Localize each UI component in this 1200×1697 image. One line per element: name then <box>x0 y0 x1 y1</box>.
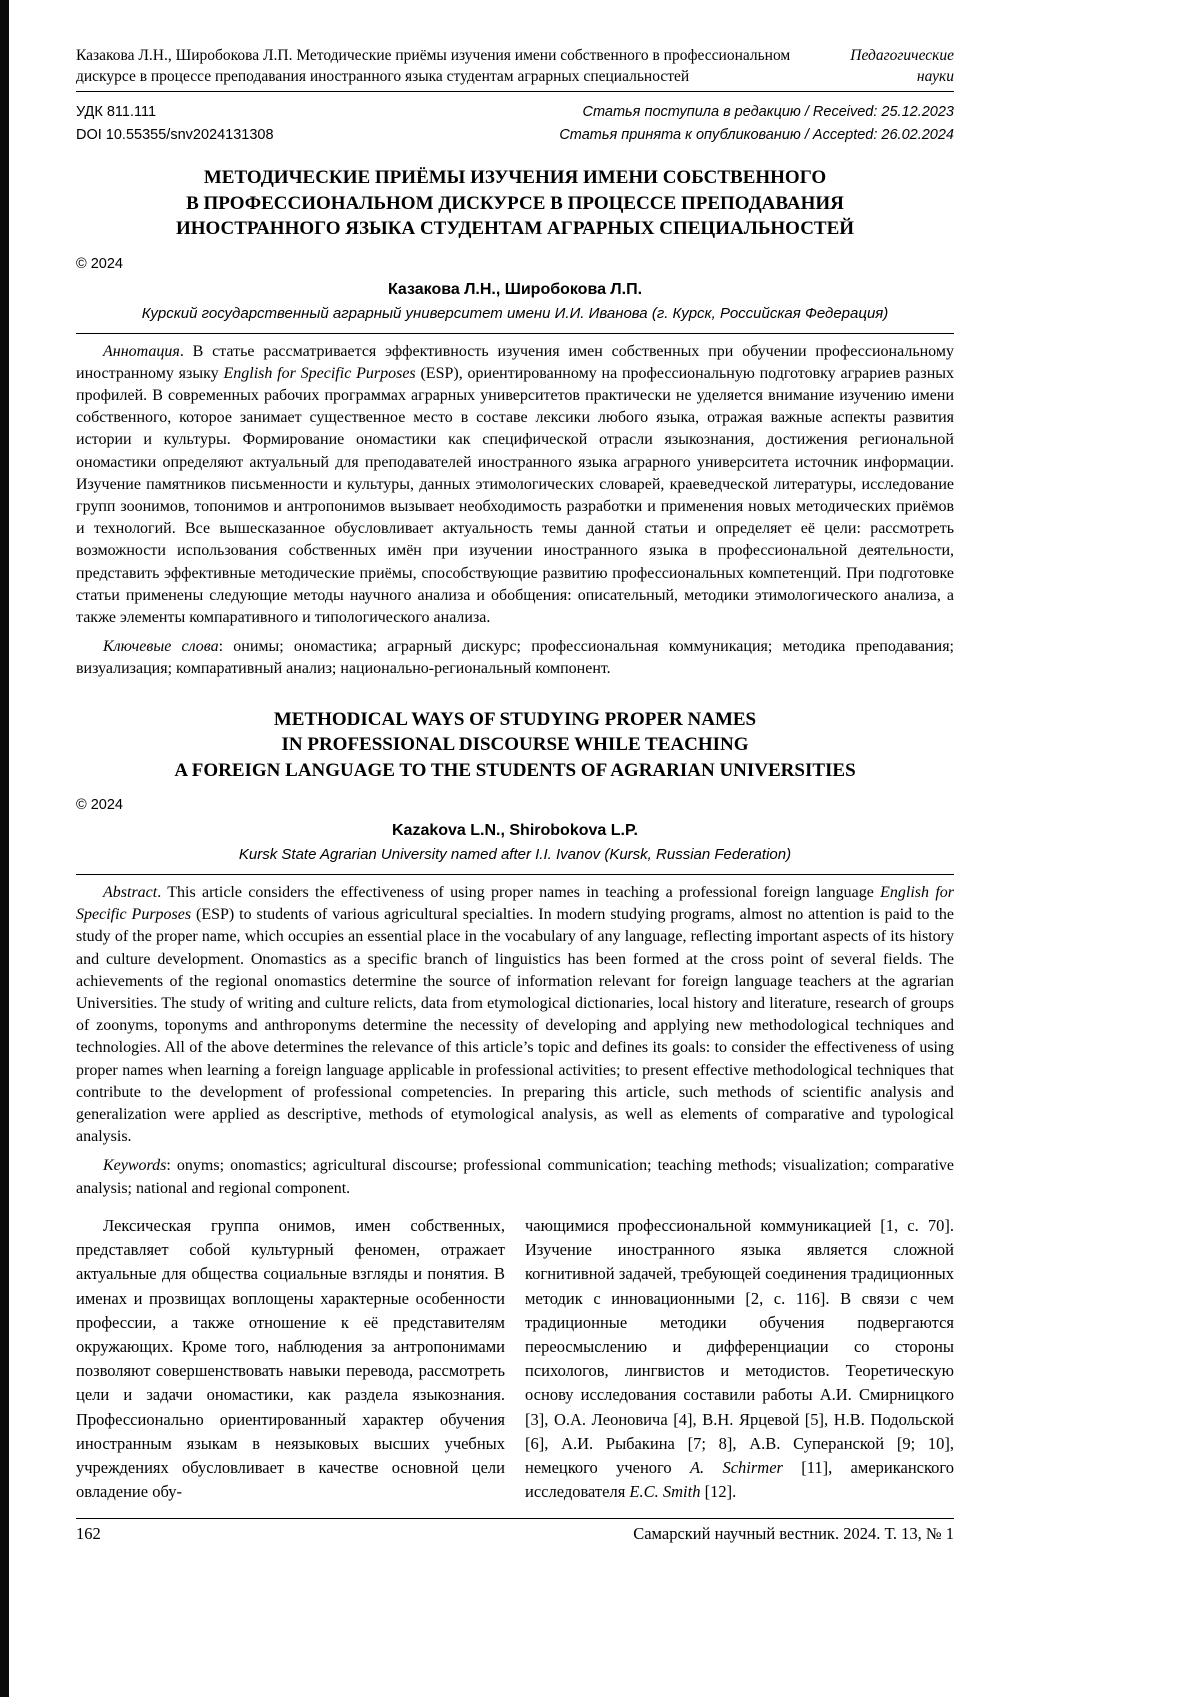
article-title-ru <box>76 165 954 242</box>
body-right-text1: чающимися профессиональной коммуникацией [1, с. 70]. Изучение иностранного языка является сложной когнитивной задачей, требующей соединения традиционных методик с инновационными [2, с. 116]. В связи с чем традиционные методики обучения подвергаются переосмыслению и дифференциации со стороны психологов, лингвистов и методистов. Теоретическую основу исследования составили работы А.И. Смирницкого [3], О.А. Леоновича [4], В.Н. Ярцевой [5], Н.В. Подольской [6], А.И. Рыбакина [7; 8], А.В. Суперанской [9; 10], немецкого ученого <box>525 1215 954 1477</box>
body-right-text3: [12]. <box>700 1482 737 1502</box>
abstract-en-text2: (ESP) to students of various agricultural specialties. In modern studying programs, almost no attention is paid to the study of the proper name, which occupies an essential place in the vocabulary of any language, reflecting important aspects of its history and culture development. Onomastics as a specific branch of linguistics has been formed at the cross point of several fields. The achievements of the regional onomastics determine the source of information relevant for foreign language teachers at the agrarian Universities. The study of writing and culture relicts, data from etymological dictionaries, local history and literature, research of groups of zoonyms, toponyms and anthroponyms determine the necessity of developing and applying new methodological techniques and technologies. All of the above determines the relevance of this article’s topic and defines its goals: to consider the effectiveness of using proper names when learning a foreign language applicable in professional activities; to present effective methodological techniques that contribute to the development of professional competencies. In preparing this article, such methods of scientific analysis and generalization were applied as descriptive, methods of etymological analysis, as well as elements of comparative and typological analysis. <box>76 906 954 1146</box>
running-head-article <box>76 46 794 87</box>
body-right-italic-schirmer: A. Schirmer <box>689 1457 783 1477</box>
article-ids <box>76 101 274 147</box>
keywords-en-label: Keywords <box>103 1157 167 1175</box>
scan-edge-stripe <box>0 0 9 1697</box>
page-content <box>76 46 954 1504</box>
page-footer <box>76 1518 954 1544</box>
affiliation-ru: Курский государственный аграрный университет имени И.И. Иванова (г. Курск, Российская Федерация) <box>141 304 889 322</box>
title-en-line3: A FOREIGN LANGUAGE TO THE STUDENTS OF AGRARIAN UNIVERSITIES <box>174 759 856 781</box>
received-date: Статья поступила в редакцию / Received: 25.12.2023 <box>582 104 954 120</box>
body-right-text2: [11], американского исследователя <box>525 1457 955 1502</box>
abstract-ru-italic-term: English for Specific Purposes <box>223 364 416 382</box>
section-name-line2: науки <box>916 67 954 85</box>
abstract-en-italic-term: English for Specific Purposes <box>76 884 955 924</box>
abstract-en-label: Abstract <box>103 884 158 902</box>
doi-code: DOI 10.55355/snv2024131308 <box>76 127 274 143</box>
article-title-en <box>76 707 954 784</box>
abstract-ru-text1: . В статье рассматривается эффективность изучения имен собственных при обучении профессиональному иностранному языку <box>76 342 954 382</box>
section-name-line1: Педагогические <box>850 47 954 64</box>
keywords-ru <box>76 636 954 680</box>
header-divider <box>76 91 954 92</box>
authors-ru: Казакова Л.Н., Широбокова Л.П. <box>387 280 643 298</box>
abstract-ru-label: Аннотация <box>103 342 180 360</box>
copyright-en: © 2024 <box>76 797 123 814</box>
abstract-ru <box>76 341 954 630</box>
abstract-en <box>76 882 954 1148</box>
keywords-ru-text: : онимы; ономастика; аграрный дискурс; профессиональная коммуникация; методика преподавания; визуализация; компаративный анализ; национально-региональный компонент. <box>76 638 954 678</box>
keywords-en-text: : onyms; onomastics; agricultural discourse; professional communication; teaching methods; visualization; comparative analysis; national and regional component. <box>76 1157 954 1197</box>
running-head-line2: дискурсе в процессе преподавания иностранного языка студентам аграрных специальностей <box>76 67 690 85</box>
abstract-en-text1: . This article considers the effectiveness of using proper names in teaching a professional foreign language <box>157 884 881 902</box>
body-paragraph-left: Лексическая группа онимов, имен собственных, представляет собой культурный феномен, отражает актуальные для общества социальные взгляды и понятия. В именах и прозвищах воплощены характерные особенности профессии, а также отношение к её представителям окружающих. Кроме того, наблюдения за антропонимами позволяют совершенствовать навыки перевода, рассмотреть цели и задачи ономастики, как раздела языкознания. Профессионально ориентированный характер обучения иностранным языкам в неязыковых высших учебных учреждениях обусловливает в качестве основной цели овладение обу- <box>76 1215 505 1502</box>
running-head-line1: Казакова Л.Н., Широбокова Л.П. Методические приёмы изучения имени собственного в профессиональном <box>76 47 791 64</box>
title-ru-line1: МЕТОДИЧЕСКИЕ ПРИЁМЫ ИЗУЧЕНИЯ ИМЕНИ СОБСТВЕННОГО <box>203 167 827 188</box>
body-column-left <box>76 1214 505 1504</box>
article-dates <box>559 101 954 147</box>
running-head-section <box>850 46 954 87</box>
accepted-date: Статья принята к опубликованию / Accepted: 26.02.2024 <box>559 127 954 143</box>
body-column-right <box>525 1214 954 1504</box>
abstract-divider-en <box>76 874 954 875</box>
page-number: 162 <box>76 1524 101 1543</box>
abstract-divider-ru <box>76 333 954 334</box>
title-ru-line2: В ПРОФЕССИОНАЛЬНОМ ДИСКУРСЕ В ПРОЦЕССЕ ПРЕПОДАВАНИЯ <box>186 192 844 214</box>
journal-reference: Самарский научный вестник. 2024. Т. 13, № 1 <box>633 1524 954 1543</box>
body-columns <box>76 1214 954 1504</box>
abstract-ru-text2: (ESP), ориентированному на профессиональную подготовку аграриев разных профилей. В современных рабочих программах аграрных университетов практически не уделяется внимание изучению имени собственного, которое занимает существенное место в составе лексики любого языка, отражая важные аспекты развития истории и культуры. Формирование ономастики как специфической отрасли языкознания, достижения региональной ономастики определяют актуальный для преподавателей иностранного языка аграрного университета источник информации. Изучение памятников письменности и культуры, данных этимологических словарей, краеведческой литературы, исследование групп зоонимов, топонимов и антропонимов вызывает необходимость разработки и применения новых методических приёмов и технологий. Все вышесказанное обусловливает актуальность темы данной статьи и определяет её цели: рассмотреть возможности использования собственных имён при изучении иностранного языка в профессиональной деятельности, представить эффективные методические приёмы, способствующие развитию профессиональных компетенций. При подготовке статьи применены следующие методы научного анализа и обобщения: описательный, методики этимологического анализа, а также элементы компаративного и типологического анализа. <box>76 364 955 626</box>
keywords-ru-label: Ключевые слова <box>103 638 219 656</box>
body-paragraph-right <box>525 1214 954 1504</box>
body-right-italic-smith: E.C. Smith <box>629 1482 701 1502</box>
copyright-ru: © 2024 <box>76 255 123 272</box>
udc-code: УДК 811.111 <box>76 104 157 120</box>
title-en-line2: IN PROFESSIONAL DISCOURSE WHILE TEACHING <box>281 734 749 756</box>
title-en-line1: METHODICAL WAYS OF STUDYING PROPER NAMES <box>273 708 757 730</box>
title-ru-line3: ИНОСТРАННОГО ЯЗЫКА СТУДЕНТАМ АГРАРНЫХ СПЕЦИАЛЬНОСТЕЙ <box>175 218 855 239</box>
keywords-en <box>76 1155 954 1199</box>
affiliation-en: Kursk State Agrarian University named after I.I. Ivanov (Kursk, Russian Federation) <box>238 846 792 864</box>
authors-en: Kazakova L.N., Shirobokova L.P. <box>392 822 638 840</box>
article-meta <box>76 101 954 147</box>
running-head <box>76 46 954 87</box>
